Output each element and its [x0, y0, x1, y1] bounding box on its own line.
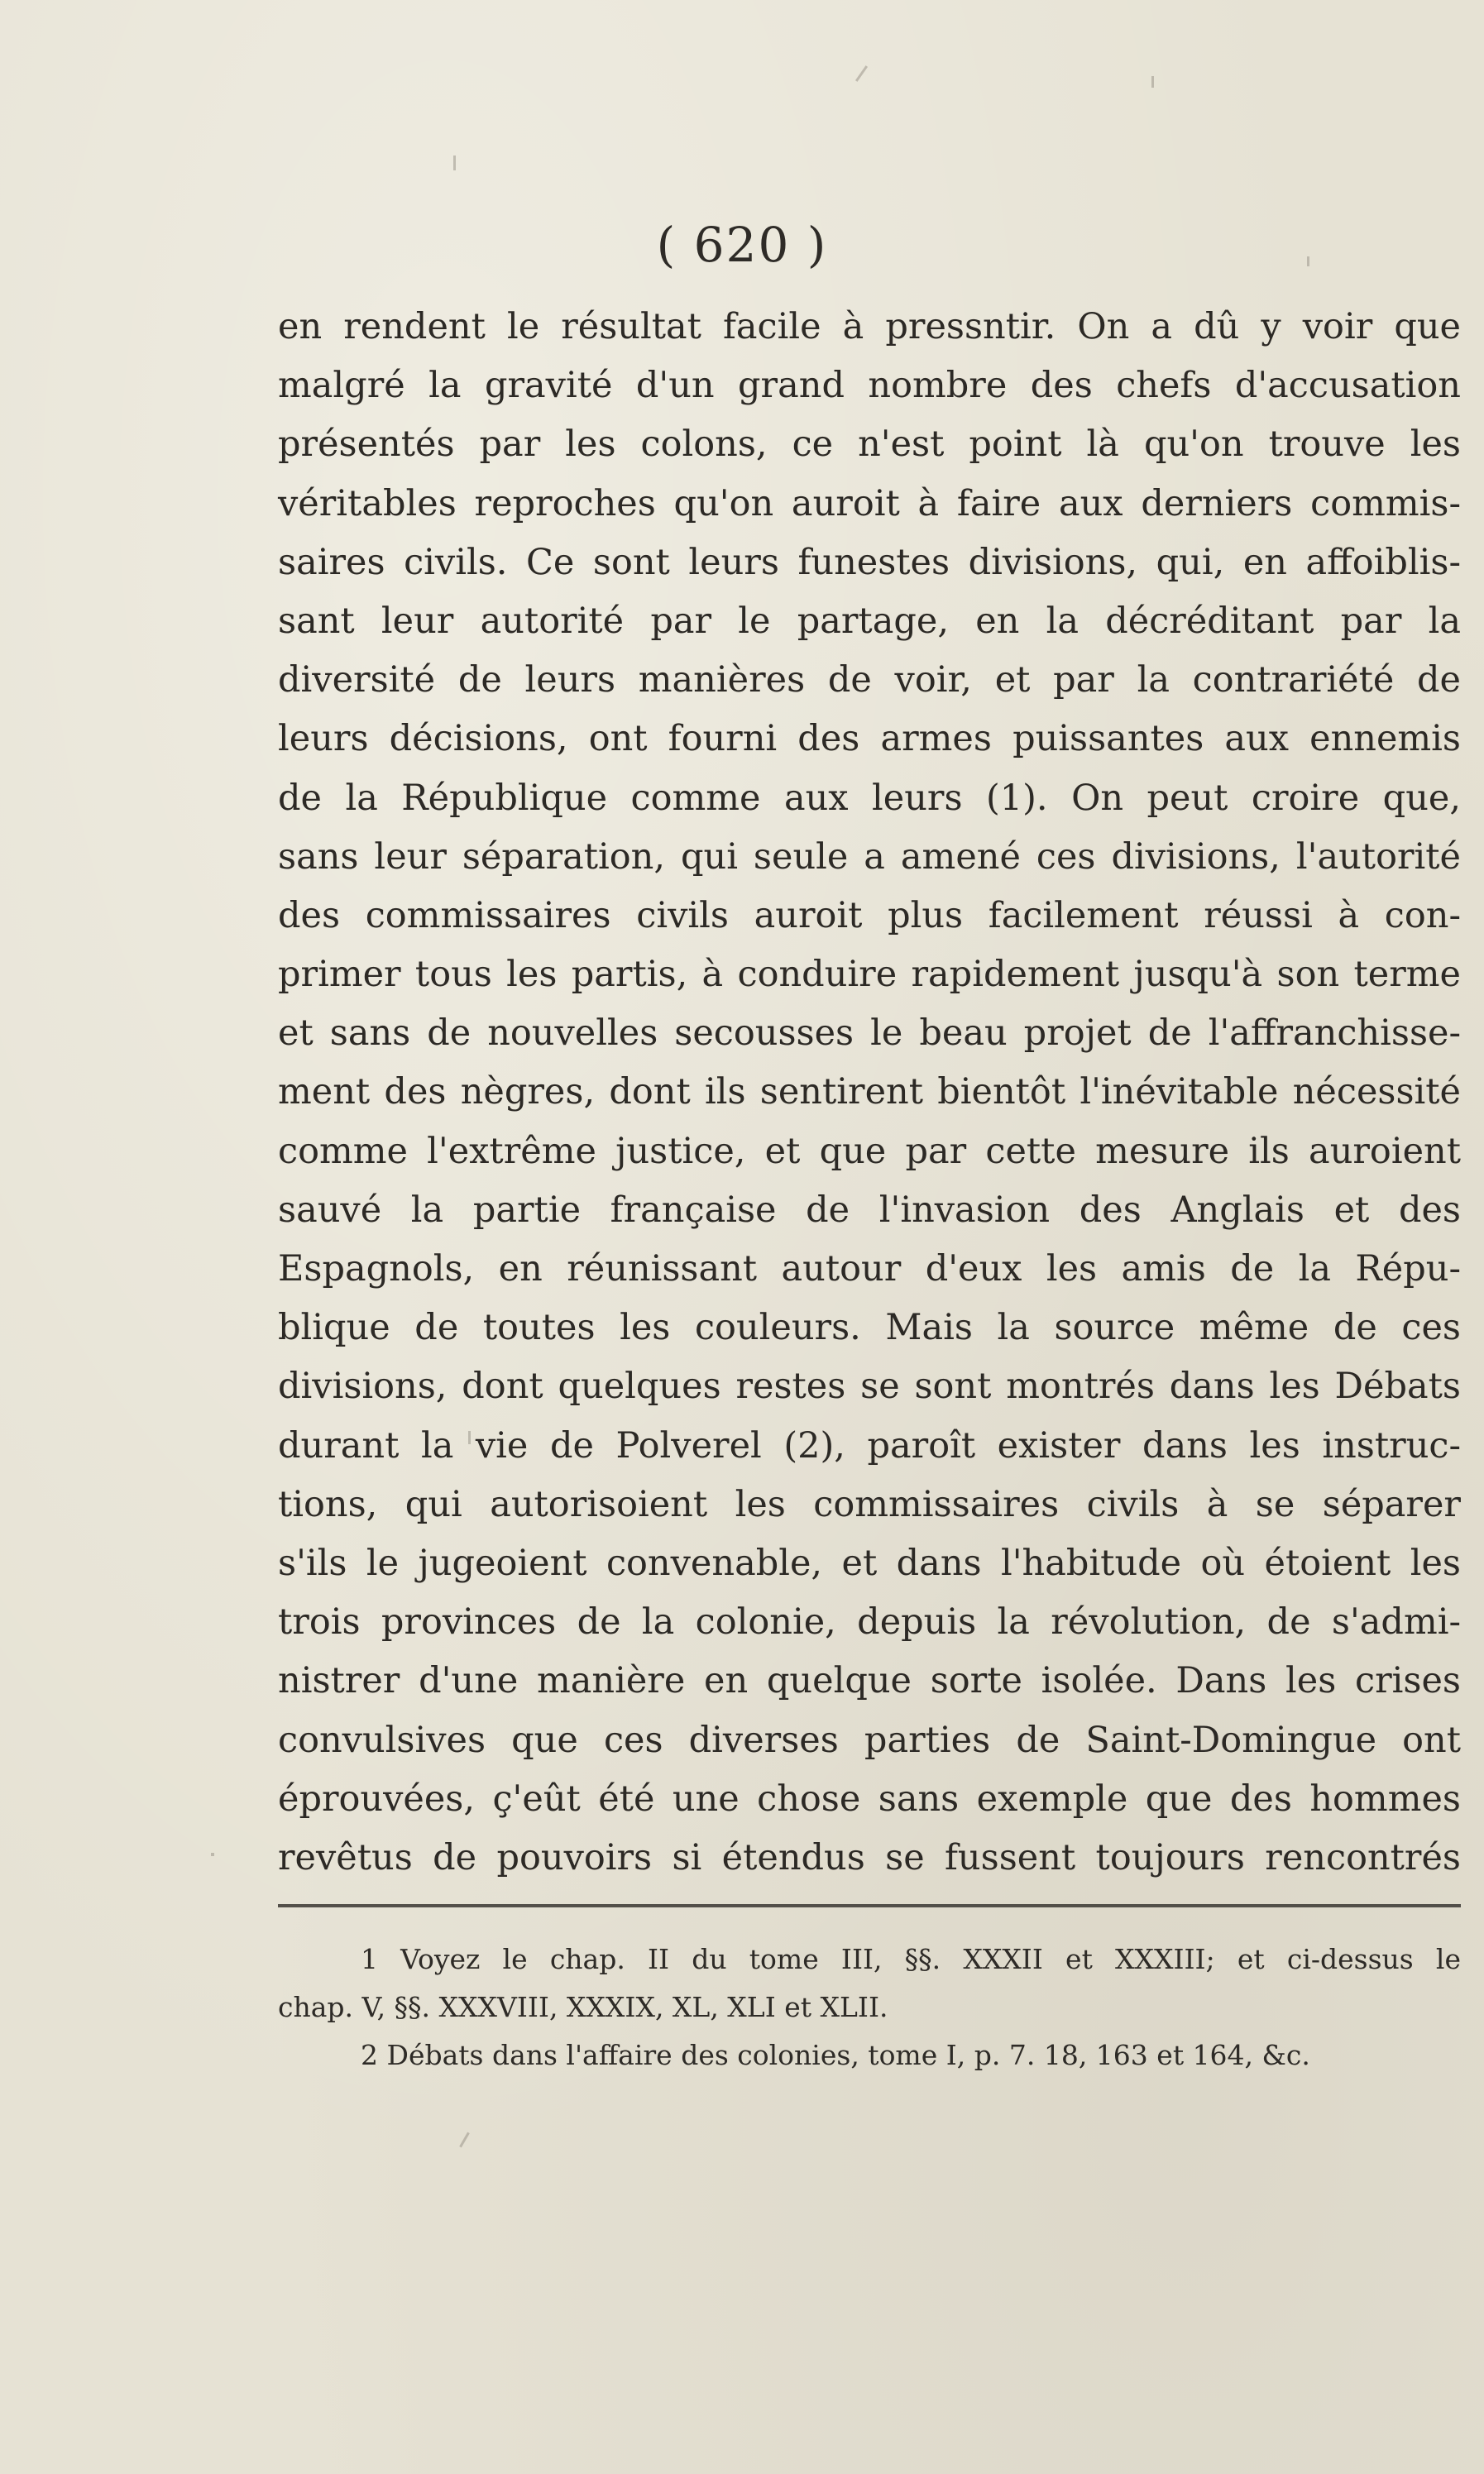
- text-line: comme l'extrême justice, et que par cette mesure ils auroient: [278, 1130, 1461, 1172]
- footnote-1-continued: chap. V, §§. XXXVIII, XXXIX, XL, XLI et XLII.: [278, 1991, 888, 2023]
- text-line: Espagnols, en réunissant autour d'eux les amis de la Répu-: [278, 1248, 1461, 1290]
- text-line: revêtus de pouvoirs si étendus se fussent toujours rencontrés: [278, 1836, 1461, 1878]
- text-line: s'ils le jugeoient convenable, et dans l'habitude où étoient les: [278, 1542, 1461, 1584]
- text-line: convulsives que ces diverses parties de Saint-Domingue ont: [278, 1719, 1461, 1761]
- text-line: trois provinces de la colonie, depuis la révolution, de s'admi-: [278, 1601, 1461, 1644]
- text-line: éprouvées, ç'eût été une chose sans exemple que des hommes: [278, 1778, 1461, 1820]
- text-line: présentés par les colons, ce n'est point là qu'on trouve les: [278, 423, 1461, 466]
- text-line: blique de toutes les couleurs. Mais la source même de ces: [278, 1307, 1461, 1349]
- text-line: nistrer d'une manière en quelque sorte isolée. Dans les crises: [278, 1660, 1461, 1702]
- text-line: tions, qui autorisoient les commissaires civils à se séparer: [278, 1483, 1461, 1525]
- text-line: en rendent le résultat facile à pressntir. On a dû y voir que: [278, 306, 1461, 347]
- text-line: leurs décisions, ont fourni des armes puissantes aux ennemis: [278, 718, 1461, 760]
- text-line: saires civils. Ce sont leurs funestes divisions, qui, en affoiblis-: [278, 541, 1461, 583]
- footnote-divider: [278, 1904, 1461, 1907]
- text-line: primer tous les partis, à conduire rapidement jusqu'à son terme: [278, 954, 1461, 996]
- text-line: des commissaires civils auroit plus facilement réussi à con-: [278, 894, 1461, 936]
- text-line: sans leur séparation, qui seule a amené ces divisions, l'autorité: [278, 835, 1461, 878]
- footnote-1: 1 Voyez le chap. II du tome III, §§. XXXII et XXXIII; et ci-dessus le: [361, 1943, 1461, 1975]
- body-text: [278, 298, 1461, 1888]
- text-line: et sans de nouvelles secousses le beau projet de l'affranchisse-: [278, 1012, 1461, 1055]
- paper-speck: [453, 156, 456, 170]
- paper-speck: [459, 2132, 470, 2148]
- text-line: malgré la gravité d'un grand nombre des chefs d'accusation: [278, 365, 1461, 407]
- text-line: ment des nègres, dont ils sentirent bientôt l'inévitable nécessité: [278, 1071, 1461, 1113]
- page-number: ( 620 ): [656, 217, 828, 273]
- paper-speck: [855, 65, 868, 82]
- footnotes: [278, 1936, 1461, 2079]
- text-line: sant leur autorité par le partage, en la décréditant par la: [278, 600, 1461, 642]
- text-line: durant la vie de Polverel (2), paroît exister dans les instruc-: [278, 1424, 1461, 1467]
- footnote-2: 2 Débats dans l'affaire des colonies, tome I, p. 7. 18, 163 et 164, &c.: [361, 2039, 1310, 2071]
- text-line: de la République comme aux leurs (1). On peut croire que,: [278, 777, 1461, 819]
- text-line: diversité de leurs manières de voir, et par la contrariété de: [278, 659, 1461, 701]
- paper-speck: [211, 1853, 214, 1856]
- text-line: véritables reproches qu'on auroit à faire aux derniers commis-: [278, 482, 1461, 524]
- text-line: sauvé la partie française de l'invasion des Anglais et des: [278, 1189, 1461, 1231]
- text-line: divisions, dont quelques restes se sont montrés dans les Débats: [278, 1366, 1461, 1408]
- paper-speck: [1151, 76, 1154, 88]
